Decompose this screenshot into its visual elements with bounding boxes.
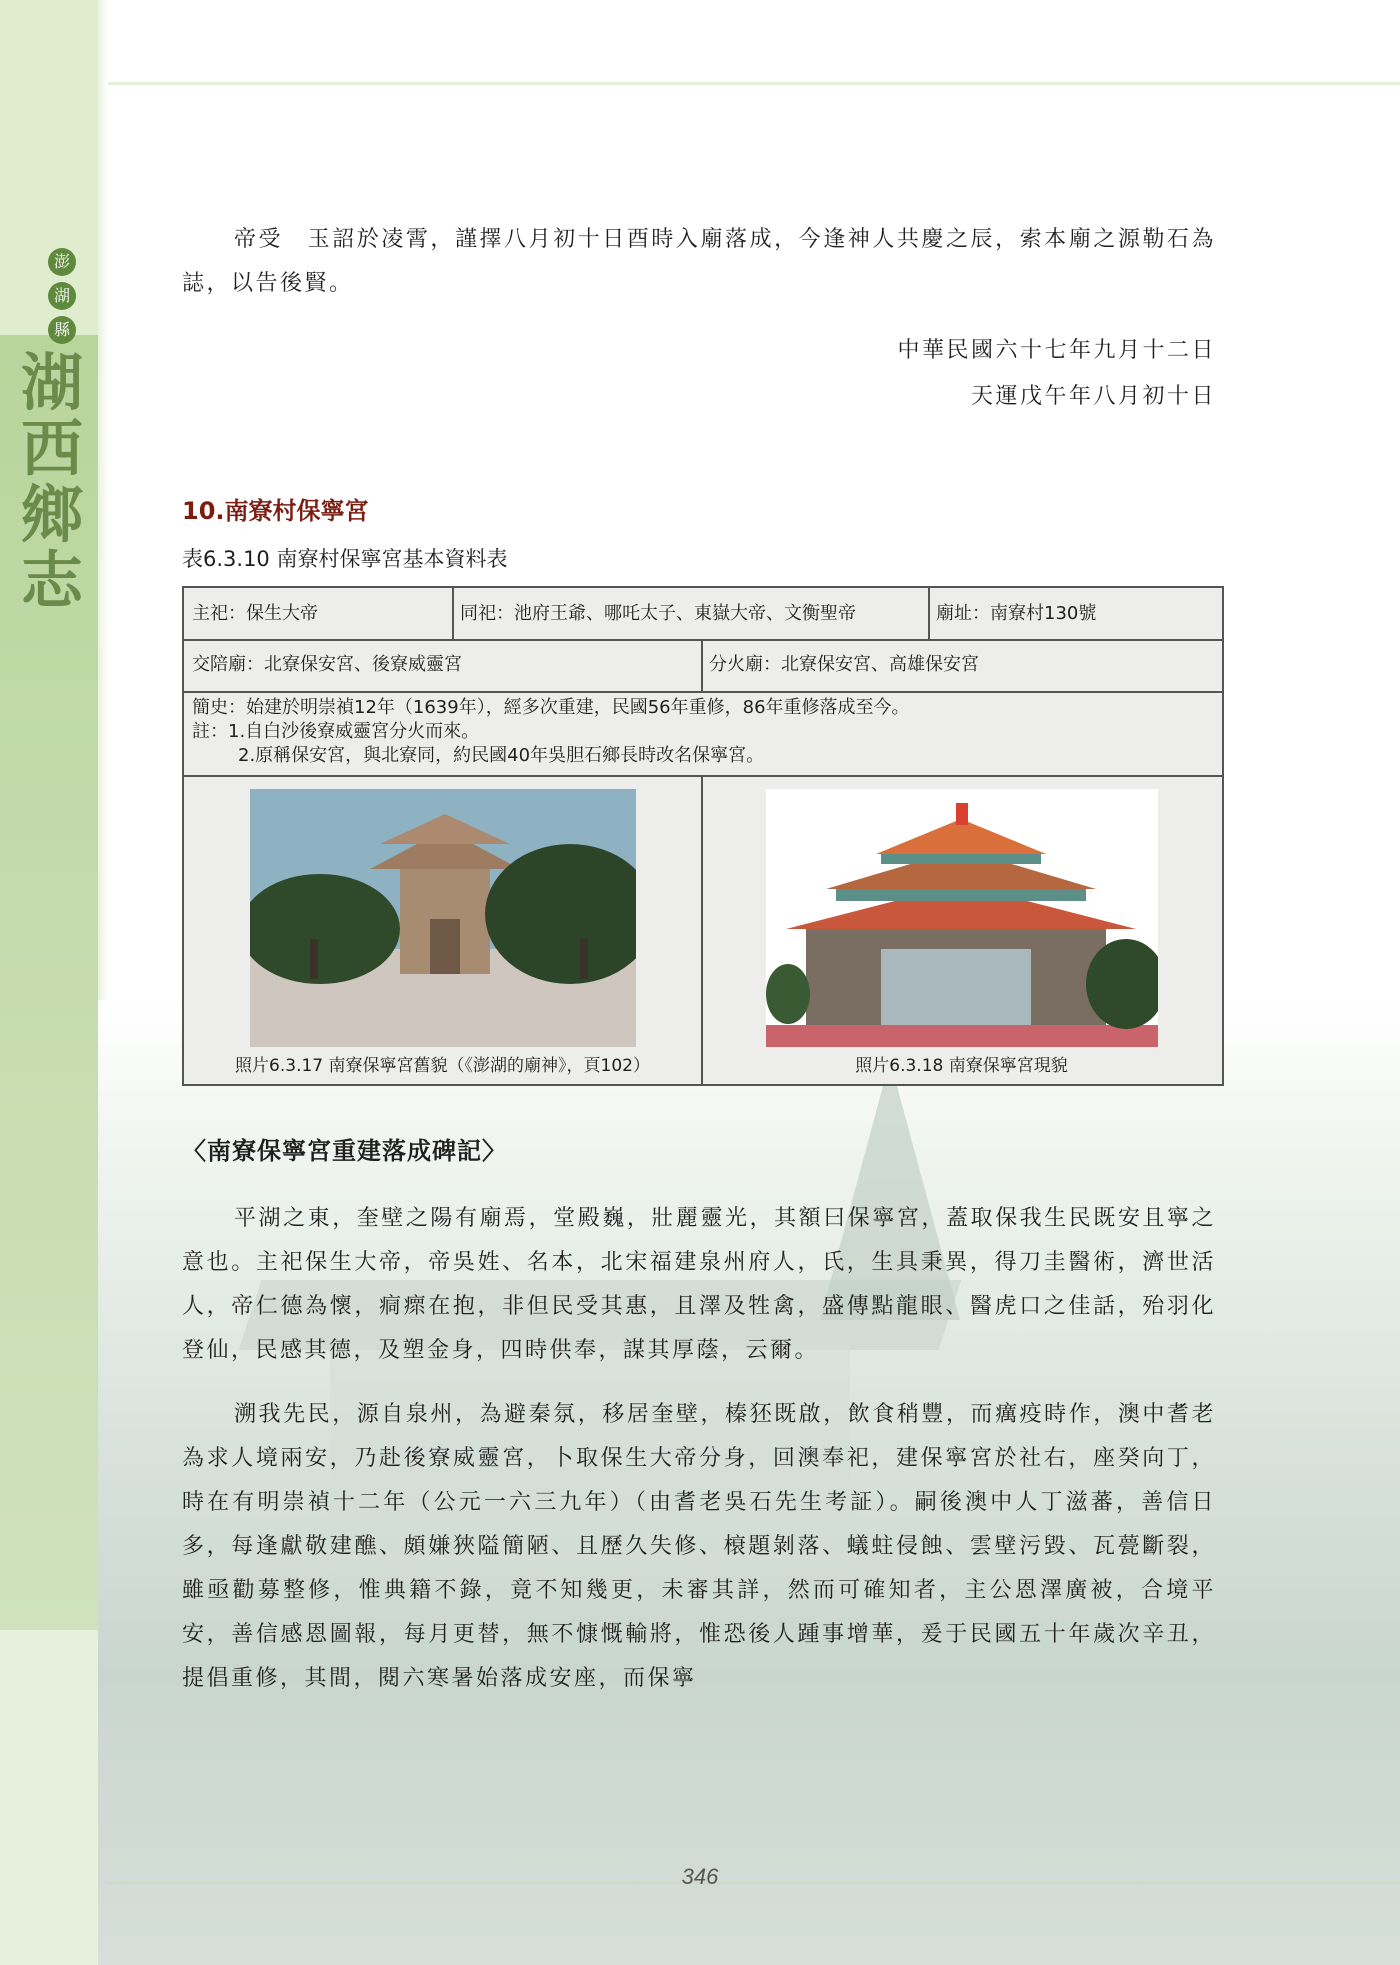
inscription-paragraph: 溯我先民，源自泉州，為避秦氛，移居奎壁，榛狉既啟，飲食稍豐，而癘疫時作，澳中耆老為求人境兩安，乃赴後寮威靈宮，卜取保生大帝分身，回澳奉祀，建保寧宮於社右，座癸向丁，時在有明崇禎十二年（公元一六三九年）（由耆老吳石先生考証）。嗣後澳中人丁滋蕃，善信日多，每逢獻敬建醮、頗嫌狹隘簡陋、且歷久失修、榱題剝落、蟻蛀侵蝕、雲壁污毀、瓦甍斷裂，雖亟勸募整修，惟典籍不錄，竟不知幾更，未審其詳，然而可確知者，主公恩澤廣被，合境平安，善信感恩圖報，每月更替，無不慷慨輸將，惟恐後人踵事增華，爰于民國五十年歲次辛丑，提倡重修，其間，閱六寒暑始落成安座，而保寧 <box>182 1402 1216 1691</box>
title-char: 志 <box>20 544 83 617</box>
county-char: 湖 <box>48 282 76 310</box>
main-deity-cell: 主祀：保生大帝 <box>192 603 318 624</box>
date-line-lunar: 天運戊午年八月初十日 <box>970 384 1216 409</box>
photo-old-caption: 照片6.3.17 南寮保寧宮舊貌（《澎湖的廟神》，頁102） <box>235 1056 650 1076</box>
county-char: 縣 <box>48 316 76 344</box>
exchange-temples-cell: 交陪廟：北寮保安宮、後寮威靈宮 <box>192 654 462 675</box>
county-char: 澎 <box>48 248 76 276</box>
intro-paragraph: 帝受 玉詔於凌霄，謹擇八月初十日酉時入廟落成，今逢神人共慶之辰，索本廟之源勒石為誌，以告後賢。 <box>182 227 1216 296</box>
date-line-republic: 中華民國六十七年九月十二日 <box>897 338 1216 363</box>
photo-old-temple <box>250 789 636 1047</box>
title-char: 湖 <box>20 346 83 419</box>
page-number: 346 <box>681 1864 719 1889</box>
photo-new-caption: 照片6.3.18 南寮保寧宮現貌 <box>855 1056 1068 1076</box>
new-temple-image <box>766 789 1158 1047</box>
sidebar-book-title <box>20 248 83 617</box>
header-rule <box>108 82 1400 85</box>
sidebar-background-foot <box>0 1630 98 1965</box>
history-cell <box>184 696 1222 775</box>
co-deities-cell: 同祀：池府王爺、哪吒太子、東嶽大帝、文衡聖帝 <box>460 603 856 624</box>
inscription-title: 〈南寮保寧宮重建落成碑記〉 <box>182 1136 507 1165</box>
branch-temples-cell: 分火廟：北寮保安宮、高雄保安宮 <box>709 654 979 675</box>
table-rule <box>184 691 1222 693</box>
table-caption: 表6.3.10 南寮村保寧宮基本資料表 <box>182 547 508 571</box>
old-temple-image <box>250 789 636 1047</box>
title-char: 鄉 <box>20 478 83 551</box>
title-char: 西 <box>20 412 83 485</box>
table-rule <box>184 775 1222 777</box>
inscription-paragraph: 平湖之東，奎壁之陽有廟焉，堂殿巍，壯麗靈光，其額曰保寧宮，蓋取保我生民既安且寧之意也。主祀保生大帝，帝吳姓、名本，北宋福建泉州府人，氏，生具秉異，得刀圭醫術，濟世活人，帝仁德為懷，痌瘝在抱，非但民受其惠，且澤及牲禽，盛傳點龍眼、醫虎口之佳話，殆羽化登仙，民感其德，及塑金身，四時供奉，謀其厚蔭，云爾。 <box>182 1206 1216 1363</box>
history-text: 簡史：始建於明崇禎12年（1639年），經多次重建，民國56年重修，86年重修落成至今。 <box>192 697 910 718</box>
temple-info-table <box>182 586 1224 1086</box>
address-cell: 廟址：南寮村130號 <box>936 603 1097 624</box>
section-heading: 10.南寮村保寧宮 <box>182 497 369 525</box>
note-two: 2.原稱保安宮，與北寮同，約民國40年吳胆石鄉長時改名保寧宮。 <box>238 745 765 766</box>
note-one: 註：1.自白沙後寮威靈宮分火而來。 <box>192 721 480 742</box>
photo-new-temple <box>766 789 1158 1047</box>
table-rule <box>701 775 703 1084</box>
